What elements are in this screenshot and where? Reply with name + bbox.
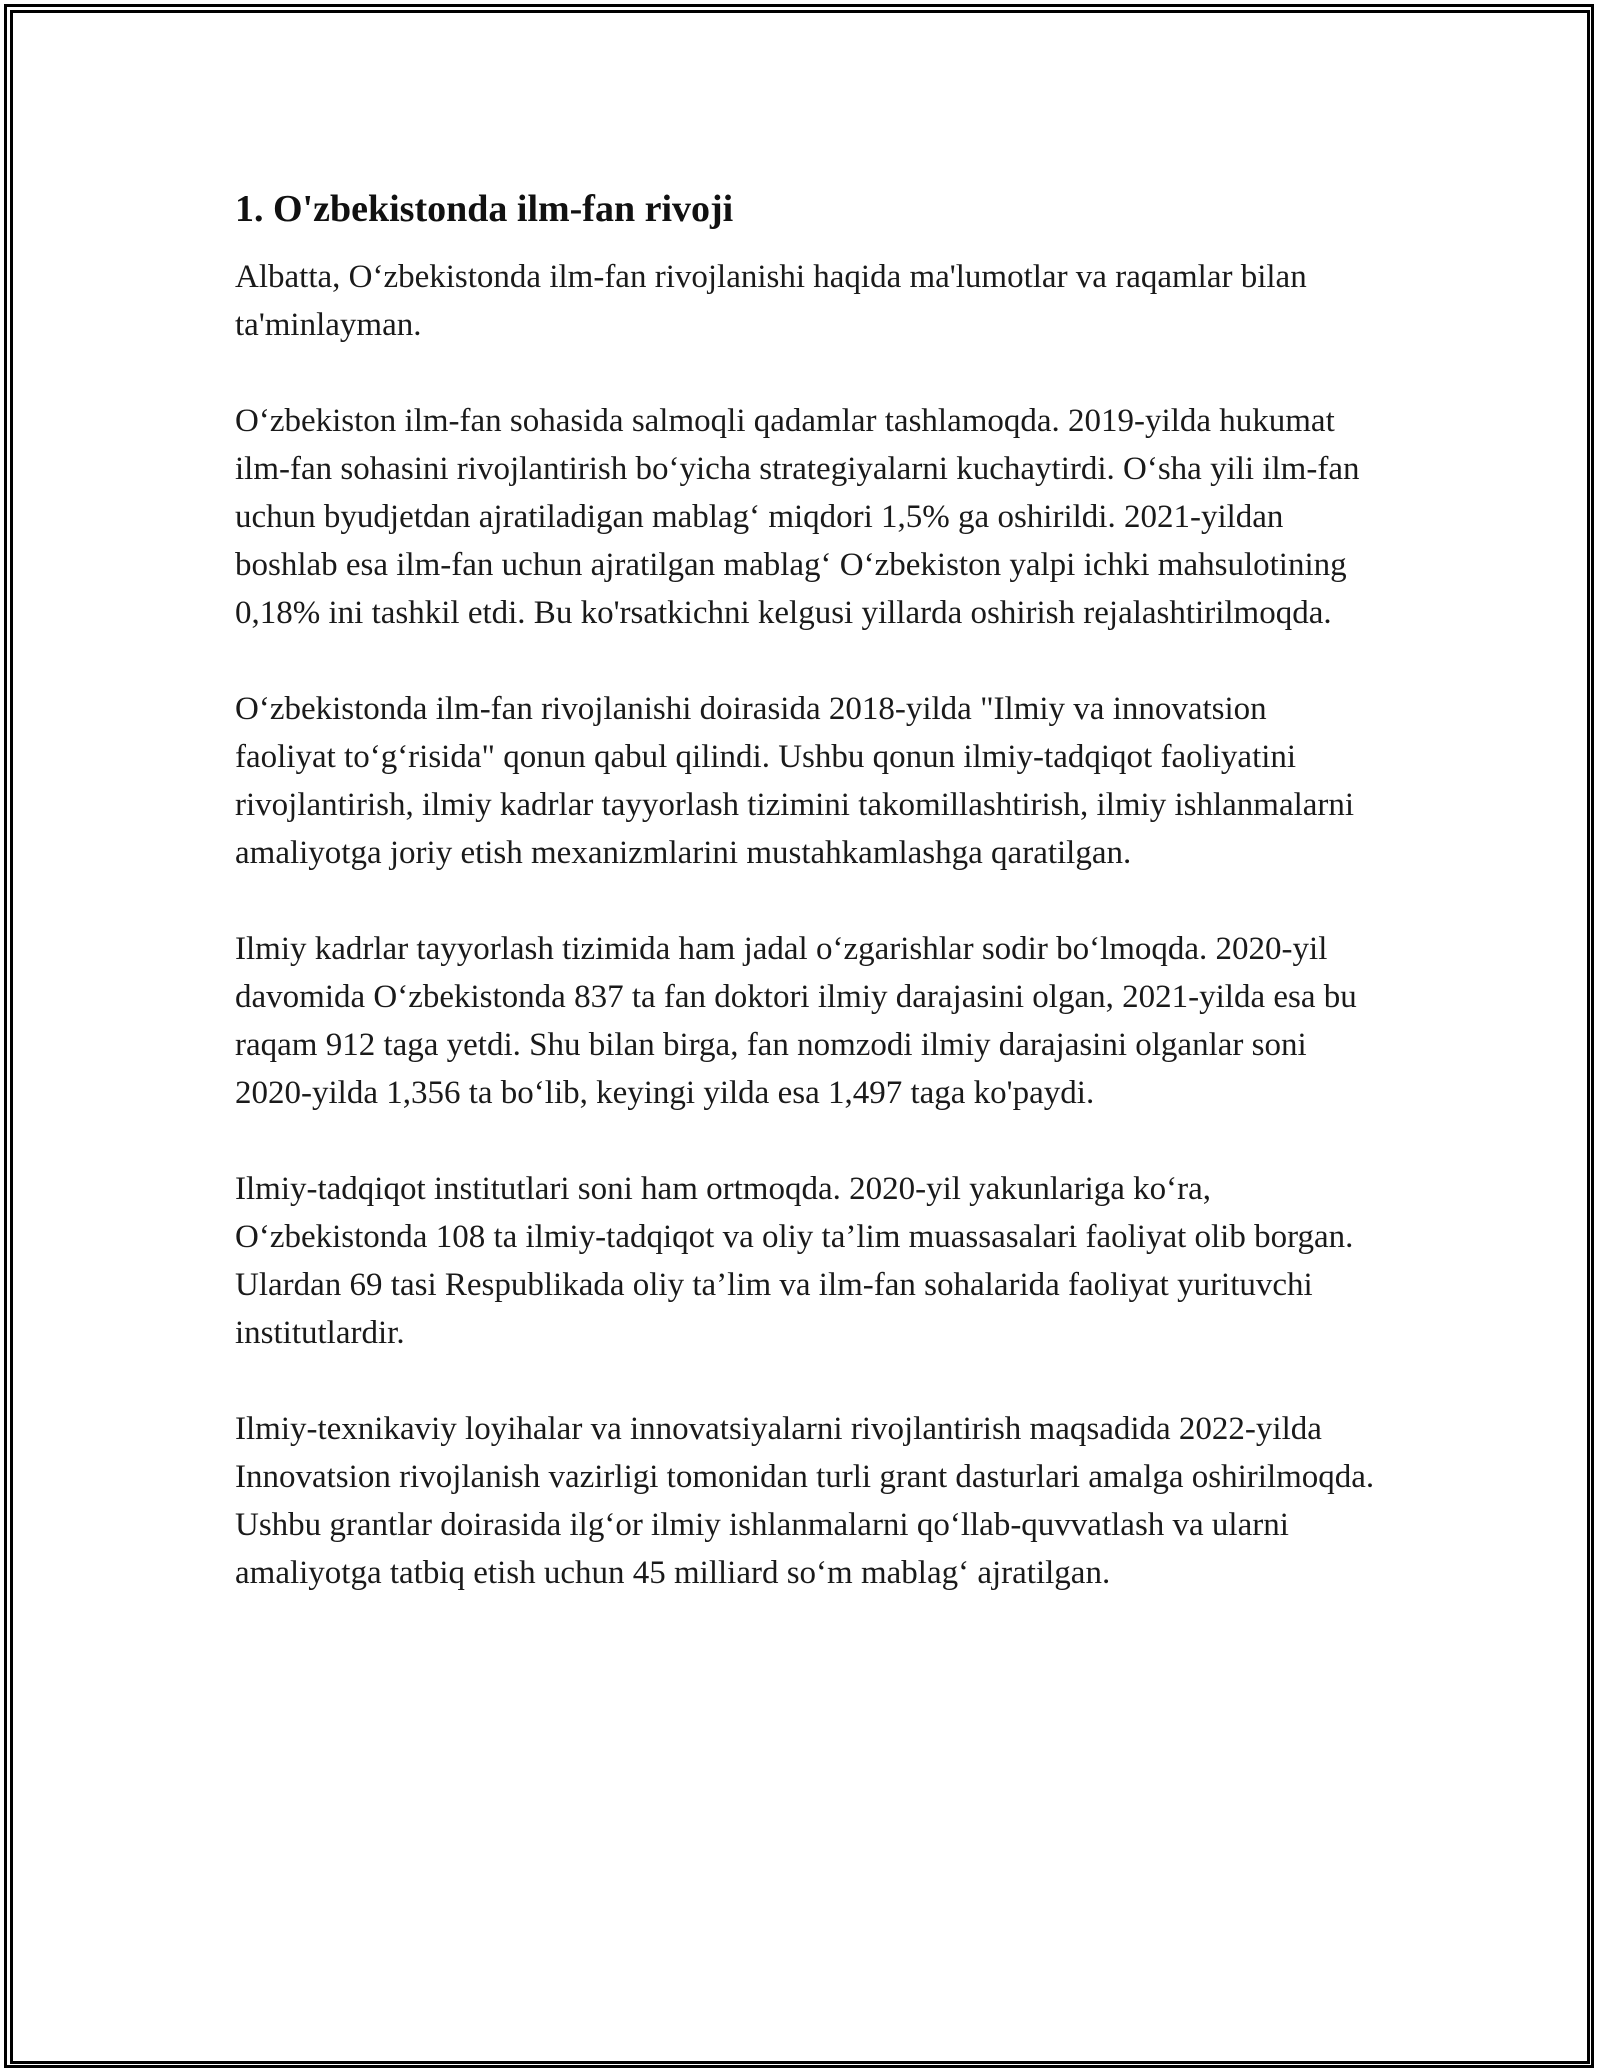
paragraph-intro: Albatta, O‘zbekistonda ilm-fan rivojlanishi haqida ma'lumotlar va raqamlar bilan ta'minlayman. bbox=[235, 259, 1307, 343]
paragraph-scientific-staff: Ilmiy kadrlar tayyorlash tizimida ham jadal o‘zgarishlar sodir bo‘lmoqda. 2020-yil davomida O‘zbekistonda 837 ta fan doktori ilmiy darajasini olgan, 2021-yilda esa bu raqam 912 taga yetdi. Shu bilan birga, fan nomzodi ilmiy darajasini olganlar soni 2020-yilda 1,356 ta bo‘lib, keyingi yilda esa 1,497 taga ko'paydi. bbox=[235, 931, 1357, 1111]
paragraph-grants: Ilmiy-texnikaviy loyihalar va innovatsiyalarni rivojlantirish maqsadida 2022-yilda Innovatsion rivojlanish vazirligi tomonidan turli grant dasturlari amalga oshirilmoqda. Ushbu grantlar doirasida ilg‘or ilmiy ishlanmalarni qo‘llab-quvvatlash va ularni amaliyotga tatbiq etish uchun 45 milliard so‘m mablag‘ ajratilgan. bbox=[235, 1411, 1375, 1591]
paragraph-funding: O‘zbekiston ilm-fan sohasida salmoqli qadamlar tashlamoqda. 2019-yilda hukumat ilm-fan sohasini rivojlantirish bo‘yicha strategiyalarni kuchaytirdi. O‘sha yili ilm-fan uchun byudjetdan ajratiladigan mablag‘ miqdori 1,5% ga oshirildi. 2021-yildan boshlab esa ilm-fan uchun ajratilgan mablag‘ O‘zbekiston yalpi ichki mahsulotining 0,18% ini tashkil etdi. Bu ko'rsatkichni kelgusi yillarda oshirish rejalashtirilmoqda. bbox=[235, 403, 1360, 631]
document-body bbox=[235, 185, 1375, 1645]
paragraph-law: O‘zbekistonda ilm-fan rivojlanishi doirasida 2018-yilda "Ilmiy va innovatsion faoliyat to‘g‘risida" qonun qabul qilindi. Ushbu qonun ilmiy-tadqiqot faoliyatini rivojlantirish, ilmiy kadrlar tayyorlash tizimini takomillashtirish, ilmiy ishlanmalarni amaliyotga joriy etish mexanizmlarini mustahkamlashga qaratilgan. bbox=[235, 691, 1355, 871]
paragraph-institutes: Ilmiy-tadqiqot institutlari soni ham ortmoqda. 2020-yil yakunlariga ko‘ra, O‘zbekistonda 108 ta ilmiy-tadqiqot va oliy ta’lim muassasalari faoliyat olib borgan. Ulardan 69 tasi Respublikada oliy ta’lim va ilm-fan sohalarida faoliyat yurituvchi institutlardir. bbox=[235, 1171, 1354, 1351]
document-title: 1. O'zbekistonda ilm-fan rivoji bbox=[235, 188, 734, 230]
